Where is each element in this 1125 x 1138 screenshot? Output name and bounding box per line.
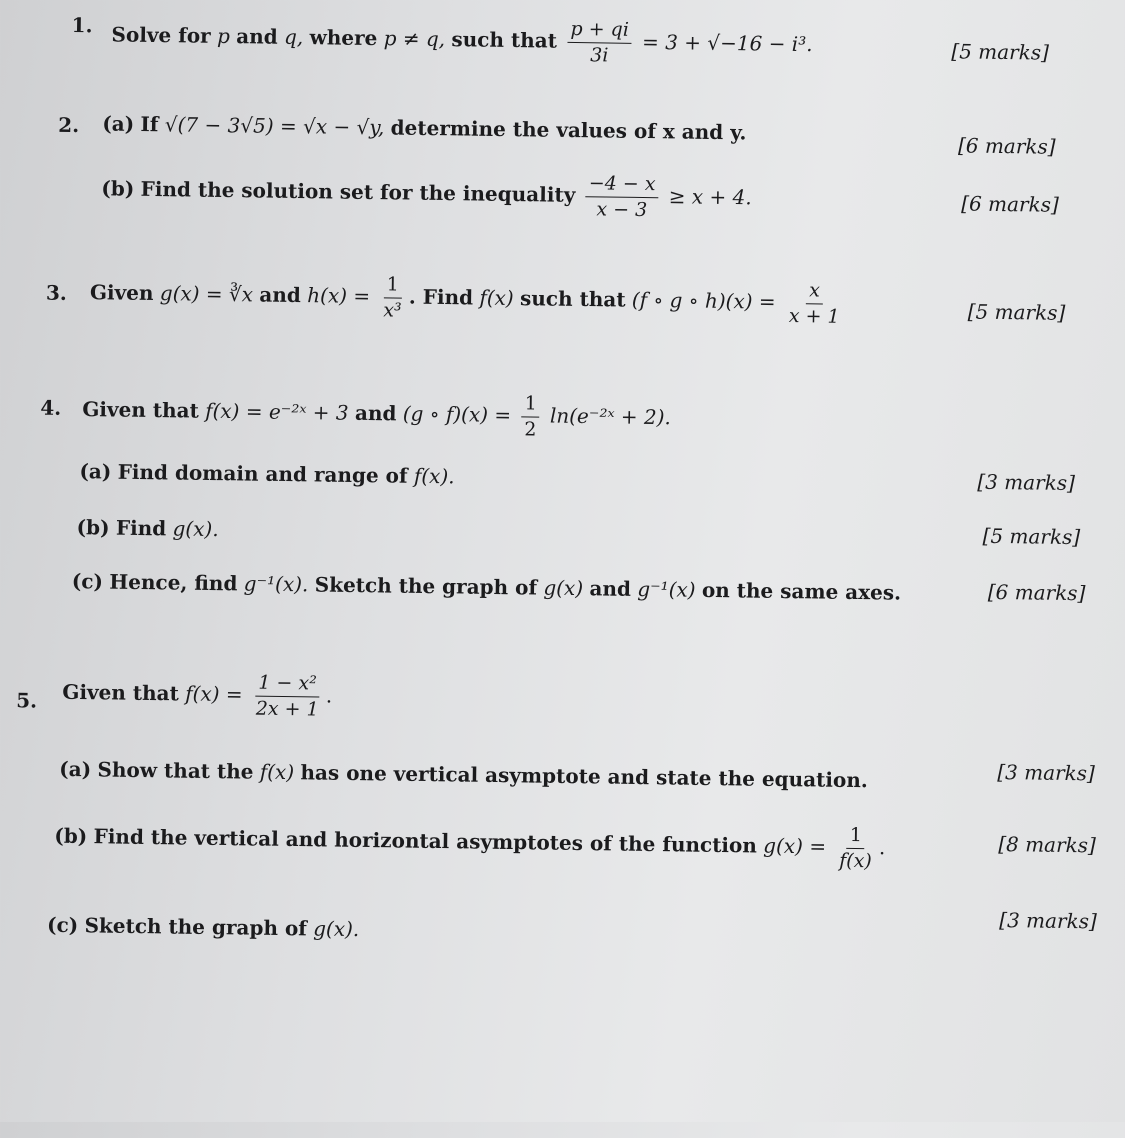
q2b-text (101, 165, 752, 223)
q1-p: p (216, 23, 231, 49)
q2b-marks: [6 marks] (961, 191, 1059, 217)
q4b-text (76, 515, 218, 541)
q1-marks: [5 marks] (951, 39, 1050, 65)
q4b-g: g(x). (172, 516, 219, 542)
q1-such-that: such that (451, 27, 558, 53)
q4c-text (72, 569, 902, 605)
q4a-marks: [3 marks] (977, 469, 1076, 496)
q3-h-top: 1 (384, 273, 402, 298)
q2b-rhs: ≥ x + 4. (668, 184, 752, 210)
q4c-marks: [6 marks] (987, 579, 1086, 606)
q5c-g: g(x). (313, 916, 360, 942)
q3-marks: [5 marks] (967, 299, 1066, 325)
q4c-ginv: g⁻¹(x). (243, 571, 309, 597)
q5-given-that: Given that (62, 679, 180, 706)
q2b-instruction: Find the solution set for the inequality (140, 176, 576, 207)
q4-text (82, 386, 671, 443)
q3-c-bot: x + 1 (788, 304, 840, 328)
q5a-text (59, 757, 868, 792)
q1-rhs: = 3 + √−16 − i³. (641, 29, 813, 57)
q4-f-def: f(x) = e⁻²ˣ + 3 (204, 398, 349, 425)
q5c-text (47, 913, 360, 941)
q2a-text (102, 111, 747, 144)
q2b-label: (b) (101, 176, 135, 201)
q2b-frac-top: −4 − x (586, 172, 659, 198)
q4c-and: and (589, 576, 632, 601)
q5c-label: (c) (46, 912, 79, 938)
q5b-label: (b) (54, 823, 88, 849)
q3-h-def: h(x) = (307, 283, 371, 308)
q4-half-bot: 2 (524, 418, 537, 441)
q5a-label: (a) (59, 756, 92, 782)
q4-half (521, 392, 540, 441)
q3-h-fraction (380, 273, 405, 322)
q1-fraction (567, 18, 632, 67)
q1-condition: p ≠ q, (383, 26, 446, 52)
q5-period: . (325, 683, 333, 708)
q3-find: . Find (408, 284, 474, 310)
q5b-bot: f(x) (839, 849, 872, 873)
q1-lead: Solve for (111, 22, 211, 48)
q4c-label: (c) (71, 569, 104, 594)
q2a-label: (a) (102, 111, 135, 136)
q5-f-def: f(x) = (185, 681, 243, 707)
q2a-instruction: determine the values of x and y. (390, 115, 747, 145)
q4-half-top: 1 (521, 392, 539, 417)
q3-composition: (f ∘ g ∘ h)(x) = (631, 287, 776, 314)
q3-h-bot: x³ (383, 299, 402, 322)
q1-and: and (236, 24, 278, 49)
q3-such-that: such that (519, 286, 626, 312)
q4b-marks: [5 marks] (982, 523, 1081, 550)
q3-number: 3. (45, 280, 67, 305)
q1-number: 1. (71, 13, 93, 38)
q4c-axes: on the same axes. (701, 577, 902, 605)
q2-number: 2. (58, 112, 80, 138)
q4b-label: (b) (76, 515, 110, 540)
q4c-ginv2: g⁻¹(x) (637, 576, 696, 602)
q4-gof: (g ∘ f)(x) = (402, 401, 512, 427)
q5a-f: f(x) (259, 759, 295, 785)
q5b-marks: [8 marks] (998, 832, 1097, 858)
q4c-sketch: Sketch the graph of (314, 572, 538, 600)
q4-number: 4. (40, 395, 62, 420)
q4a-f: f(x). (413, 463, 455, 489)
q4c-g: g(x) (543, 575, 584, 601)
q5-f-fraction (253, 672, 323, 722)
q2b-frac-bot: x − 3 (596, 198, 648, 221)
q1-q: q, (283, 24, 304, 50)
q5b-g: g(x) = (763, 833, 827, 859)
q5a-instruction: has one vertical asymptote and state the equation. (300, 760, 868, 793)
q5b-period: . (878, 835, 886, 860)
q5b-instruction: Find the vertical and horizontal asymptotes of the function (93, 824, 758, 858)
q4-ln-part: ln(e⁻²ˣ + 2). (549, 403, 672, 430)
q3-g-def: g(x) = ∛x (159, 281, 254, 307)
q3-c-fraction (786, 279, 843, 328)
q5c-marks: [3 marks] (999, 908, 1097, 934)
q1-text (111, 12, 813, 70)
q5b-top: 1 (847, 824, 865, 849)
q2a-marks: [6 marks] (957, 133, 1056, 159)
q4-given-that: Given that (82, 396, 199, 423)
q2b-fraction (585, 172, 658, 222)
q1-frac-bot: 3i (590, 44, 609, 67)
q1-frac-top: p + qi (567, 18, 632, 44)
q5a-marks: [3 marks] (997, 760, 1096, 786)
q3-text (90, 269, 848, 328)
q5b-text (54, 813, 886, 873)
q5-text (62, 669, 333, 721)
q5-number: 5. (16, 688, 38, 713)
q4a-label: (a) (79, 459, 112, 484)
q4a-text (79, 459, 455, 488)
q5-f-top: 1 − x² (255, 672, 320, 698)
q3-c-top: x (806, 279, 823, 304)
q5-f-bot: 2x + 1 (255, 697, 319, 721)
q5c-instruction: Sketch the graph of (84, 913, 308, 941)
q4-and: and (354, 400, 397, 426)
q4a-instruction: Find domain and range of (117, 459, 408, 488)
q2a-if: If (140, 111, 159, 137)
q2a-equation: √(7 − 3√5) = √x − √y, (164, 112, 385, 140)
q5a-lead: Show that the (97, 757, 254, 784)
q4b-instruction: Find (115, 515, 167, 541)
q4c-lead: Hence, find (109, 569, 238, 596)
q3-and: and (259, 282, 302, 308)
q3-f: f(x) (479, 285, 514, 310)
q1-where: where (309, 25, 378, 51)
q5b-fraction (836, 824, 875, 873)
q3-given: Given (89, 280, 154, 305)
